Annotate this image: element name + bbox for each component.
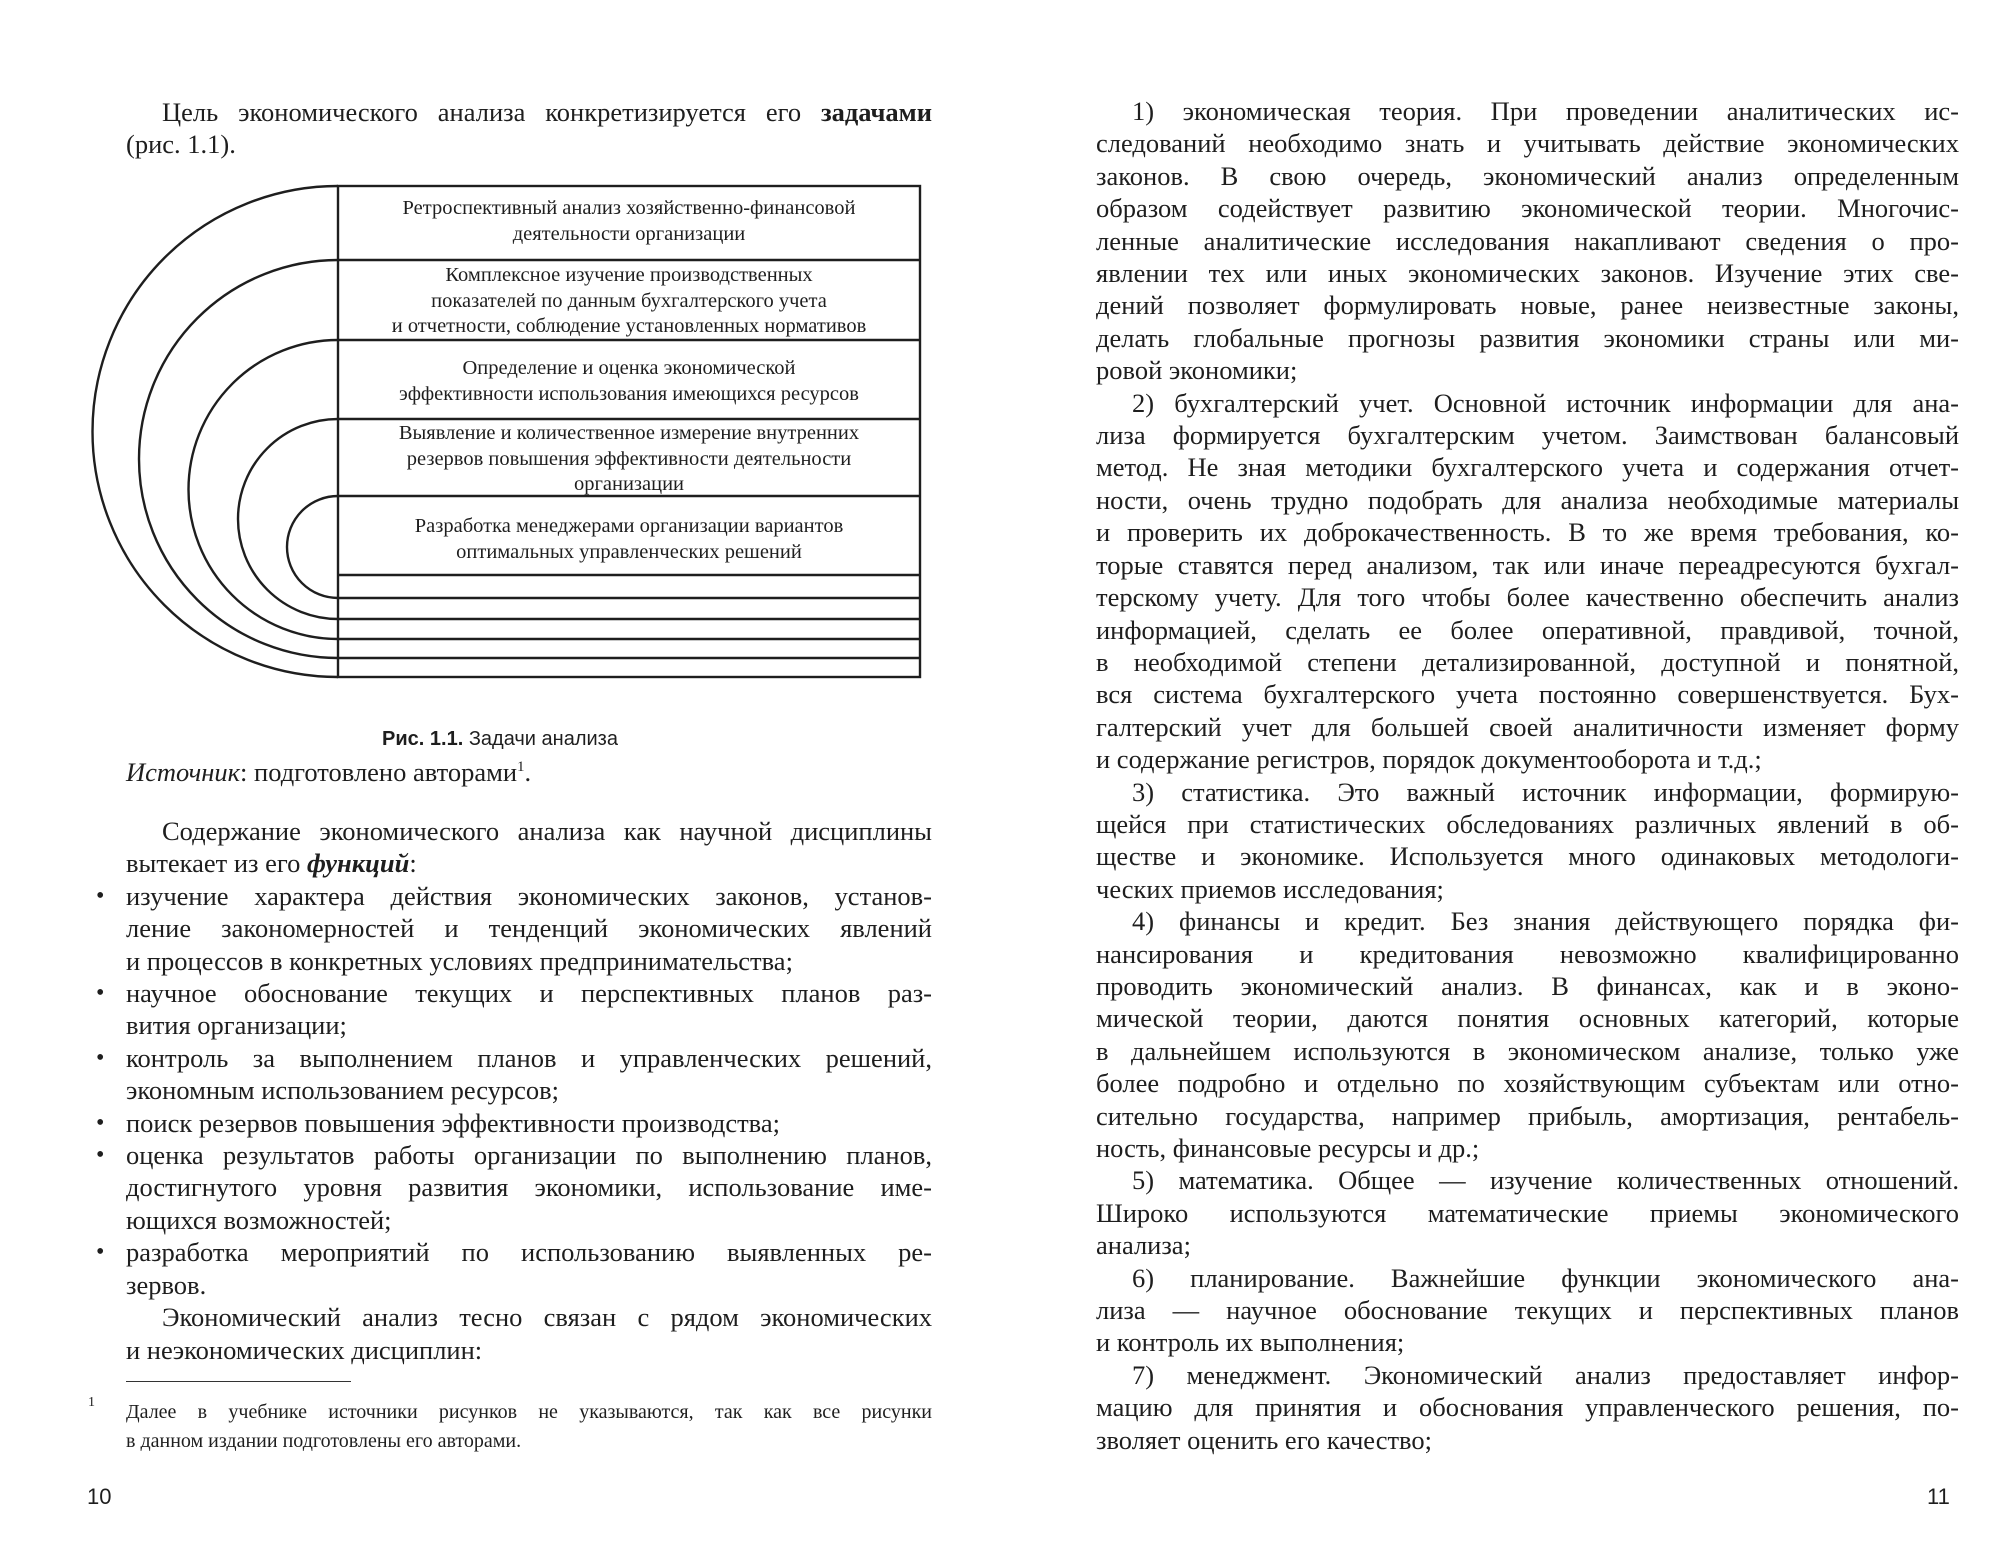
intro-text: Цель экономического анализа конкретизируется его [162,97,821,127]
functions-term: функций [306,848,410,879]
text-line: метод. Не зная методики бухгалтерского учета и содержания отчет- [1096,452,1959,483]
paragraph-start-line: 1) экономическая теория. При проведении аналитических ис- [1132,96,1959,126]
text-line: вся система бухгалтерского учета постоянно совершенствуется. Бух- [1096,679,1959,710]
right-page [1000,0,2000,1545]
text-line: и контроль их выполнения; [1096,1327,1405,1358]
text-line: торые ставятся перед анализом, так или иначе переадресуются бухгал- [1096,549,1959,580]
text-line: щейся при статистических обследованиях различных явлений в об- [1096,808,1959,839]
figure-source: Источник: подготовлено авторами$^1$. [126,757,532,787]
text-line: нансирования и кредитования невозможно квалифицированно [1096,938,1959,969]
text-line: ществе и экономике. Используется много одинаковых методологи- [1096,841,1959,872]
diagram-task-3: Определение и оценка экономической эффективности использования имеющихся ресурсов [399,357,859,405]
bullet-mark: • [96,1044,105,1071]
text-line: явлении тех или иных экономических законов. Изучение этих све- [1096,258,1959,289]
diagram-task-1: Ретроспективный анализ хозяйственно-финансовой деятельности организации [402,197,856,245]
text-line: анализа; [1096,1230,1191,1261]
text-line: законов. В свою очередь, экономический анализ определенным [1096,160,1959,191]
diagram-task-2: Комплексное изучение производственных показателей по данным бухгалтерского учета и отчетности, соблюдение установленных нормативов [391,264,867,337]
diagram-task-5: Разработка менеджерами организации вариантов оптимальных управленческих решений [414,515,844,563]
page-number: 10 [87,1484,112,1509]
text-line: ленные аналитические исследования накапливают сведения о про- [1096,225,1959,256]
page-number: 11 [1927,1484,1950,1509]
text-line: лиза — научное обоснование текущих и перспективных планов [1096,1295,1959,1326]
list-item: • изучение характера действия экономических законов, установ- ление закономерностей и тенденций экономических явлений и процессов в конкретных условиях предпринимательства; [96,880,932,976]
figure-caption [0,728,1000,751]
source-label: Источник [126,757,241,787]
bullet-mark: • [96,1109,105,1136]
text-line: делать глобальные прогнозы развития экономики страны или ми- [1096,322,1959,353]
footnote-separator [126,1381,351,1382]
intro-paragraph [126,96,932,161]
paragraph-start-line: 6) планирование. Важнейшие функции экономического ана- [1132,1262,1959,1293]
figure-caption-label: Рис. 1.1. [382,728,464,750]
intro-bold-term: задачами [820,97,932,127]
bullet-mark: • [96,1239,105,1266]
source-text: : подготовлено авторами [240,757,518,787]
footnote: Далее в учебнике источники рисунков не указываются, так как все рисунки в данном издании подготовлены его авторами. [126,1401,932,1452]
paragraph-start-line: 2) бухгалтерский учет. Основной источник информации для ана- [1132,387,1959,418]
text-line: мацию для принятия и обоснования управленческого решения, по- [1096,1392,1959,1423]
text-line: и проверить их доброкачественность. В то же время требования, ко- [1096,517,1959,548]
intro-figure-ref: (рис. 1.1). [126,129,236,160]
text-line: Широко используются математические приемы экономического [1096,1197,1959,1228]
text-line: ности, очень трудно подобрать для анализа необходимые материалы [1096,484,1959,515]
text-line: следований необходимо знать и учитывать действие экономических [1096,128,1959,159]
paragraph-start-line: 5) математика. Общее — изучение количественных отношений. [1132,1165,1959,1196]
text-line: в необходимой степени детализированной, доступной и понятной, [1096,646,1959,677]
text-line: зволяет оценить его качество; [1096,1424,1432,1455]
bullet-mark: • [96,980,105,1007]
diagram-arc-4 [238,419,338,619]
diagram-arc-2 [139,260,338,658]
text-line: галтерский учет для большей своей аналитичности изменяет форму [1096,711,1959,742]
text-line: мической теории, даются понятия основных категорий, которые [1096,1003,1959,1034]
diagram-task-4: Выявление и количественное измерение внутренних резервов повышения эффективности деятельности организации [398,422,860,495]
diagram-arc-1 [93,186,338,677]
closing-line: и неэкономических дисциплин: [126,1334,483,1365]
text-line: дений позволяет формулировать новые, ранее неизвестные законы, [1096,290,1959,321]
diagram-arc-5 [287,496,338,598]
text-line: проводить экономический анализ. В финансах, как и в эконо- [1096,970,1959,1001]
functions-intro-line: Содержание экономического анализа как научной дисциплины [162,816,932,846]
text-line: ческих приемов исследования; [1096,873,1444,904]
diagram-arc-3 [188,340,338,639]
bullet-mark: • [96,1142,105,1169]
functions-bullet-list [96,880,932,1301]
text-line: ность, финансовые ресурсы и др.; [1096,1133,1480,1163]
text-line: в дальнейшем используются в экономическом анализе, только уже [1096,1035,1959,1066]
list-item: • поиск резервов повышения эффективности производства; [96,1107,780,1138]
figure-caption-text: Задачи анализа [463,728,618,750]
functions-intro-line: вытекает из его функций: [126,848,417,879]
paragraph-start-line: 4) финансы и кредит. Без знания действующего порядка фи- [1132,906,1959,937]
list-item: • разработка мероприятий по использованию выявленных ре- зервов. [96,1237,932,1300]
footnote-ref: 1 [517,759,525,776]
functions-section [96,815,932,1366]
list-item: • оценка результатов работы организации по выполнению планов, достигнутого уровня развития экономики, использование име- ющихся возможностей; [96,1140,932,1235]
text-line: и содержание регистров, порядок документооборота и т.д.; [1096,744,1762,775]
right-page-text [1096,95,1959,1456]
footnote-mark: 1 [88,1395,95,1410]
list-item: • контроль за выполнением планов и управленческих решений, экономным использованием ресурсов; [96,1042,932,1106]
text-line: образом содействует развитию экономической теории. Многочис- [1096,193,1959,224]
text-line: лиза формируется бухгалтерским учетом. Заимствован балансовый [1096,420,1959,451]
paragraph-start-line: 3) статистика. Это важный источник информации, формирую- [1132,776,1959,807]
paragraph-start-line: 7) менеджмент. Экономический анализ предоставляет инфор- [1132,1359,1959,1390]
text-line: терскому учету. Для того чтобы более качественно обеспечить анализ [1096,582,1959,613]
text-line: информацией, сделать ее более оперативной, правдивой, точной, [1096,614,1959,645]
bullet-mark: • [96,882,105,909]
text-line: более подробно и отдельно по хозяйствующим субъектам или отно- [1096,1068,1959,1099]
text-line: сительно государства, например прибыль, амортизация, рентабель- [1096,1100,1959,1131]
text-line: ровой экономики; [1096,355,1298,386]
list-item: • научное обоснование текущих и перспективных планов раз- вития организации; [96,978,932,1041]
closing-line: Экономический анализ тесно связан с рядом экономических [162,1302,932,1333]
